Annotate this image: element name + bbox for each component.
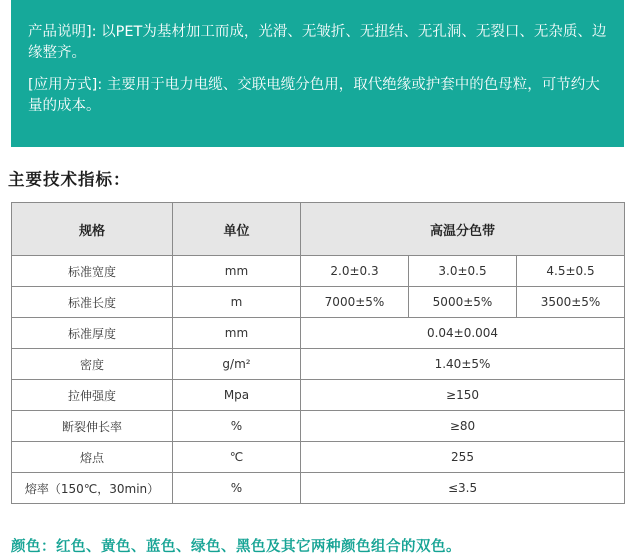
- table-row: [12, 442, 625, 473]
- value-cell: ≥80: [301, 411, 625, 442]
- spec-cell: 标准宽度: [12, 256, 173, 287]
- table-row: [12, 256, 625, 287]
- value-cell: 3.0±0.5: [409, 256, 517, 287]
- table-row: [12, 318, 625, 349]
- table-row: [12, 411, 625, 442]
- value-cell: 0.04±0.004: [301, 318, 625, 349]
- value-cell: 7000±5%: [301, 287, 409, 318]
- header-spec: 规格: [12, 203, 173, 256]
- spec-cell: 熔率（150℃，30min）: [12, 473, 173, 504]
- table-row: [12, 380, 625, 411]
- value-cell: ≤3.5: [301, 473, 625, 504]
- usage-description-text: [应用方式]: 主要用于电力电缆、交联电缆分色用，取代绝缘或护套中的色母粒，可节约大量的成本。: [28, 77, 600, 114]
- product-description-banner: [11, 0, 624, 147]
- value-cell: ≥150: [301, 380, 625, 411]
- spec-cell: 密度: [12, 349, 173, 380]
- colors-note: 颜色：红色、黄色、蓝色、绿色、黑色及其它两种颜色组合的双色。: [11, 539, 461, 555]
- table-row: [12, 349, 625, 380]
- unit-cell: ℃: [173, 442, 301, 473]
- value-cell: 2.0±0.3: [301, 256, 409, 287]
- unit-cell: mm: [173, 318, 301, 349]
- unit-cell: %: [173, 411, 301, 442]
- value-cell: 4.5±0.5: [517, 256, 625, 287]
- table-row: [12, 473, 625, 504]
- spec-cell: 熔点: [12, 442, 173, 473]
- value-cell: 1.40±5%: [301, 349, 625, 380]
- unit-cell: m: [173, 287, 301, 318]
- unit-cell: Mpa: [173, 380, 301, 411]
- section-title: 主要技术指标：: [8, 170, 131, 189]
- unit-cell: mm: [173, 256, 301, 287]
- spec-cell: 标准长度: [12, 287, 173, 318]
- unit-cell: g/m²: [173, 349, 301, 380]
- value-cell: 3500±5%: [517, 287, 625, 318]
- value-cell: 5000±5%: [409, 287, 517, 318]
- spec-cell: 拉伸强度: [12, 380, 173, 411]
- spec-table: [11, 202, 625, 504]
- spec-cell: 标准厚度: [12, 318, 173, 349]
- spec-cell: 断裂伸长率: [12, 411, 173, 442]
- table-row: [12, 287, 625, 318]
- header-unit: 单位: [173, 203, 301, 256]
- unit-cell: %: [173, 473, 301, 504]
- header-product: 高温分色带: [301, 203, 625, 256]
- product-description-text: 产品说明]: 以PET为基材加工而成，光滑、无皱折、无扭结、无孔洞、无裂口、无杂质、边缘整齐。: [28, 24, 607, 61]
- table-header-row: [12, 203, 625, 256]
- value-cell: 255: [301, 442, 625, 473]
